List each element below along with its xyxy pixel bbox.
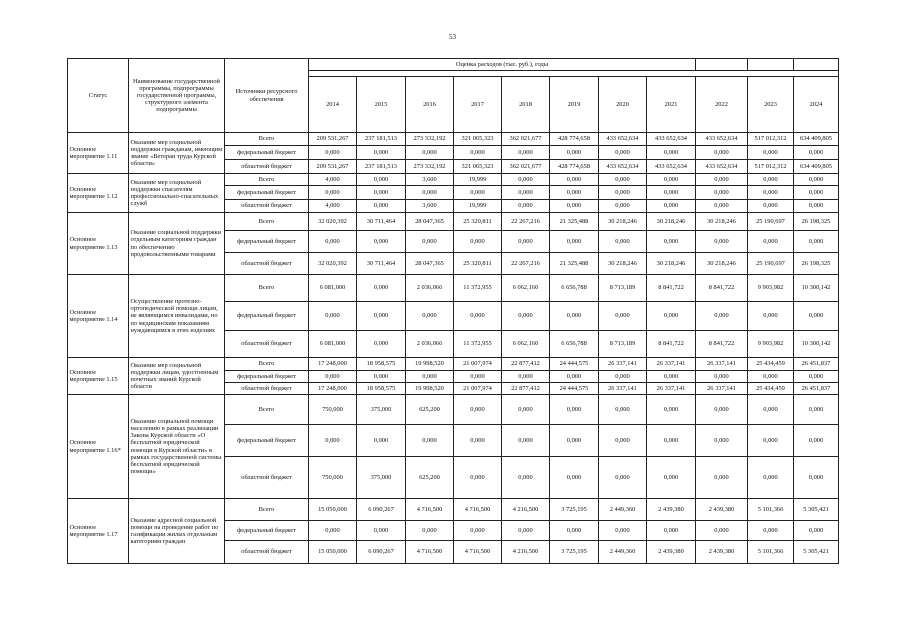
- value-cell: 0,000: [794, 200, 839, 213]
- value-cell: 0,000: [357, 200, 406, 213]
- value-cell: 237 181,513: [357, 133, 406, 146]
- value-cell: 19,999: [454, 174, 502, 186]
- page-number: 53: [449, 33, 456, 41]
- value-cell: 5 305,421: [794, 499, 839, 521]
- funding-source-cell: Всего: [225, 275, 309, 302]
- value-cell: 8 841,722: [696, 331, 748, 358]
- value-cell: 0,000: [550, 302, 599, 331]
- value-cell: 0,000: [748, 395, 794, 425]
- funding-source-cell: Всего: [225, 213, 309, 231]
- sources-header: Источники ресурсного обеспечения: [225, 59, 309, 133]
- activity-name-cell: Оказание адресной социальной помощи на проведение работ по газификации жилых отдельным категориям граждан: [129, 499, 225, 564]
- value-cell: 21 325,488: [550, 213, 599, 231]
- value-cell: 0,000: [502, 457, 550, 499]
- year-header: 2015: [357, 77, 406, 133]
- value-cell: 10 300,142: [794, 275, 839, 302]
- value-cell: 0,000: [696, 425, 748, 457]
- value-cell: 0,000: [502, 371, 550, 383]
- activity-name-cell: Оказание социальной поддержки отдельным категориям граждан по обеспечению продовольственными товарами: [129, 213, 225, 275]
- value-cell: 0,000: [454, 371, 502, 383]
- value-cell: 237 181,513: [357, 160, 406, 174]
- value-cell: 0,000: [406, 186, 454, 200]
- value-cell: 9 903,982: [748, 275, 794, 302]
- value-cell: 0,000: [647, 200, 696, 213]
- value-cell: 25 190,697: [748, 253, 794, 275]
- value-cell: 433 652,634: [647, 160, 696, 174]
- value-cell: 8 713,189: [599, 275, 647, 302]
- year-header: 2018: [502, 77, 550, 133]
- value-cell: 8 841,722: [696, 275, 748, 302]
- value-cell: 0,000: [599, 371, 647, 383]
- funding-source-cell: федеральный бюджет: [225, 371, 309, 383]
- value-cell: 0,000: [794, 521, 839, 541]
- table-row: [68, 213, 839, 231]
- value-cell: 22 877,412: [502, 383, 550, 395]
- value-cell: 2 036,066: [406, 275, 454, 302]
- value-cell: 362 021,677: [502, 133, 550, 146]
- value-cell: 19,999: [454, 200, 502, 213]
- value-cell: 6 090,267: [357, 499, 406, 521]
- value-cell: 0,000: [696, 146, 748, 160]
- value-cell: 30 218,246: [696, 213, 748, 231]
- value-cell: 0,000: [406, 521, 454, 541]
- value-cell: 21 007,974: [454, 358, 502, 371]
- value-cell: 0,000: [748, 457, 794, 499]
- value-cell: 28 047,365: [406, 213, 454, 231]
- value-cell: 0,000: [599, 395, 647, 425]
- year-header: 2019: [550, 77, 599, 133]
- value-cell: 0,000: [794, 425, 839, 457]
- value-cell: 0,000: [406, 302, 454, 331]
- status-header: Статус: [68, 59, 129, 133]
- value-cell: 4,000: [309, 200, 357, 213]
- value-cell: 0,000: [502, 302, 550, 331]
- value-cell: 273 332,192: [406, 133, 454, 146]
- value-cell: 2 036,066: [406, 331, 454, 358]
- value-cell: 0,000: [309, 521, 357, 541]
- value-cell: 30 218,246: [599, 213, 647, 231]
- value-cell: 25 190,697: [748, 213, 794, 231]
- activity-name-cell: Оказание мер социальной поддержки лицам, удостоенным почетных званий Курской области: [129, 358, 225, 395]
- value-cell: 0,000: [550, 457, 599, 499]
- value-cell: 5 101,366: [748, 541, 794, 564]
- funding-source-cell: федеральный бюджет: [225, 146, 309, 160]
- value-cell: 0,000: [696, 174, 748, 186]
- value-cell: 0,000: [406, 231, 454, 253]
- value-cell: 8 841,722: [647, 331, 696, 358]
- value-cell: 0,000: [696, 395, 748, 425]
- value-cell: 433 652,634: [599, 133, 647, 146]
- value-cell: 321 065,323: [454, 133, 502, 146]
- value-cell: 0,000: [309, 231, 357, 253]
- value-cell: 0,000: [502, 395, 550, 425]
- value-cell: 0,000: [794, 302, 839, 331]
- value-cell: 0,000: [454, 231, 502, 253]
- funding-source-cell: федеральный бюджет: [225, 231, 309, 253]
- value-cell: 0,000: [647, 174, 696, 186]
- value-cell: 0,000: [794, 146, 839, 160]
- value-cell: 0,000: [502, 521, 550, 541]
- value-cell: 0,000: [599, 521, 647, 541]
- year-header: 2016: [406, 77, 454, 133]
- table-row: [68, 358, 839, 371]
- value-cell: 15 050,000: [309, 541, 357, 564]
- status-cell: Основное мероприятие 1.12: [68, 174, 129, 213]
- value-cell: 0,000: [357, 231, 406, 253]
- value-cell: 6 656,788: [550, 275, 599, 302]
- funding-source-cell: федеральный бюджет: [225, 186, 309, 200]
- value-cell: 30 711,464: [357, 253, 406, 275]
- value-cell: 0,000: [647, 457, 696, 499]
- value-cell: 21 007,974: [454, 383, 502, 395]
- value-cell: 4 716,500: [406, 499, 454, 521]
- value-cell: 0,000: [406, 425, 454, 457]
- value-cell: 517 012,312: [748, 160, 794, 174]
- value-cell: 26 337,141: [647, 358, 696, 371]
- table-row: [68, 395, 839, 425]
- value-cell: 11 372,955: [454, 331, 502, 358]
- year-header: 2020: [599, 77, 647, 133]
- value-cell: 22 267,216: [502, 253, 550, 275]
- value-cell: 433 652,634: [599, 160, 647, 174]
- value-cell: 0,000: [748, 231, 794, 253]
- value-cell: 625,200: [406, 395, 454, 425]
- value-cell: 0,000: [309, 146, 357, 160]
- value-cell: 0,000: [550, 521, 599, 541]
- funding-source-cell: областной бюджет: [225, 457, 309, 499]
- value-cell: 3 725,195: [550, 499, 599, 521]
- value-cell: 2 439,380: [696, 541, 748, 564]
- funding-source-cell: Всего: [225, 395, 309, 425]
- value-cell: 0,000: [454, 457, 502, 499]
- value-cell: 0,000: [550, 425, 599, 457]
- value-cell: 0,000: [454, 186, 502, 200]
- table-row: [68, 174, 839, 186]
- year-header: 2024: [794, 77, 839, 133]
- value-cell: 634 409,805: [794, 133, 839, 146]
- value-cell: 0,000: [748, 200, 794, 213]
- value-cell: 19 998,520: [406, 383, 454, 395]
- status-cell: Основное мероприятие 1.17: [68, 499, 129, 564]
- value-cell: 30 711,464: [357, 213, 406, 231]
- value-cell: 0,000: [794, 186, 839, 200]
- value-cell: 25 320,811: [454, 253, 502, 275]
- value-cell: 0,000: [502, 231, 550, 253]
- value-cell: 30 218,246: [647, 213, 696, 231]
- funding-source-cell: федеральный бюджет: [225, 302, 309, 331]
- value-cell: 4 716,500: [406, 541, 454, 564]
- value-cell: 18 958,575: [357, 383, 406, 395]
- value-cell: 0,000: [357, 275, 406, 302]
- funding-source-cell: Всего: [225, 174, 309, 186]
- value-cell: 0,000: [696, 371, 748, 383]
- header-spacer: [748, 59, 794, 71]
- value-cell: 26 451,837: [794, 383, 839, 395]
- value-cell: 0,000: [357, 425, 406, 457]
- value-cell: 25 320,811: [454, 213, 502, 231]
- status-cell: Основное мероприятие 1.15: [68, 358, 129, 395]
- table-body: [68, 133, 839, 564]
- value-cell: 0,000: [550, 371, 599, 383]
- value-cell: 0,000: [502, 174, 550, 186]
- value-cell: 0,000: [357, 146, 406, 160]
- value-cell: 0,000: [696, 457, 748, 499]
- value-cell: 26 451,837: [794, 358, 839, 371]
- value-cell: 3,600: [406, 200, 454, 213]
- value-cell: 0,000: [599, 186, 647, 200]
- value-cell: 3,600: [406, 174, 454, 186]
- value-cell: 321 065,323: [454, 160, 502, 174]
- status-cell: Основное мероприятие 1.13: [68, 213, 129, 275]
- value-cell: 0,000: [309, 425, 357, 457]
- funding-source-cell: областной бюджет: [225, 160, 309, 174]
- value-cell: 26 337,141: [696, 358, 748, 371]
- status-cell: Основное мероприятие 1.16*: [68, 395, 129, 499]
- value-cell: 0,000: [696, 200, 748, 213]
- header-spacer: [696, 59, 748, 71]
- value-cell: 2 439,380: [696, 499, 748, 521]
- value-cell: 0,000: [748, 371, 794, 383]
- table-row: [68, 133, 839, 146]
- value-cell: 22 877,412: [502, 358, 550, 371]
- value-cell: 0,000: [748, 425, 794, 457]
- value-cell: 4,000: [309, 174, 357, 186]
- value-cell: 6 656,788: [550, 331, 599, 358]
- value-cell: 273 332,192: [406, 160, 454, 174]
- value-cell: 0,000: [550, 174, 599, 186]
- value-cell: 19 998,520: [406, 358, 454, 371]
- value-cell: 428 774,658: [550, 133, 599, 146]
- value-cell: 0,000: [748, 146, 794, 160]
- funding-source-cell: федеральный бюджет: [225, 425, 309, 457]
- value-cell: 0,000: [794, 371, 839, 383]
- value-cell: 428 774,658: [550, 160, 599, 174]
- value-cell: 30 218,246: [599, 253, 647, 275]
- value-cell: 8 713,189: [599, 331, 647, 358]
- funding-source-cell: Всего: [225, 499, 309, 521]
- value-cell: 0,000: [502, 200, 550, 213]
- value-cell: 4 216,500: [502, 541, 550, 564]
- funding-source-cell: областной бюджет: [225, 541, 309, 564]
- funding-source-cell: областной бюджет: [225, 331, 309, 358]
- value-cell: 0,000: [550, 146, 599, 160]
- value-cell: 0,000: [599, 200, 647, 213]
- value-cell: 0,000: [748, 521, 794, 541]
- value-cell: 30 218,246: [696, 253, 748, 275]
- value-cell: 0,000: [794, 174, 839, 186]
- status-cell: Основное мероприятие 1.11: [68, 133, 129, 174]
- value-cell: 8 841,722: [647, 275, 696, 302]
- value-cell: 375,000: [357, 395, 406, 425]
- value-cell: 32 020,392: [309, 213, 357, 231]
- value-cell: 15 050,000: [309, 499, 357, 521]
- value-cell: 209 531,267: [309, 133, 357, 146]
- value-cell: 0,000: [748, 186, 794, 200]
- estimate-header: Оценка расходов (тыс. руб.), годы: [309, 59, 696, 71]
- activity-name-cell: Оказание мер социальной поддержки гражданам, имеющим звание «Ветеран труда Курской области»: [129, 133, 225, 174]
- value-cell: 4 716,500: [454, 541, 502, 564]
- value-cell: 0,000: [696, 186, 748, 200]
- value-cell: 17 248,000: [309, 383, 357, 395]
- value-cell: 0,000: [647, 186, 696, 200]
- value-cell: 0,000: [309, 186, 357, 200]
- value-cell: 0,000: [550, 186, 599, 200]
- activity-name-cell: Оказание мер социальной поддержки спасателям профессионально-спасательных служб: [129, 174, 225, 213]
- value-cell: 0,000: [357, 174, 406, 186]
- value-cell: 18 958,575: [357, 358, 406, 371]
- funding-source-cell: Всего: [225, 133, 309, 146]
- value-cell: 0,000: [696, 521, 748, 541]
- value-cell: 30 218,246: [647, 253, 696, 275]
- value-cell: 28 047,365: [406, 253, 454, 275]
- year-header: 2022: [696, 77, 748, 133]
- value-cell: 0,000: [454, 146, 502, 160]
- activity-name-cell: Осуществление протезно-ортопедической помощи лицам, не являющимся инвалидами, но по медицинским показаниям нуждающимся в этих изделиях: [129, 275, 225, 358]
- funding-source-cell: Всего: [225, 358, 309, 371]
- value-cell: 6 081,000: [309, 331, 357, 358]
- funding-source-cell: федеральный бюджет: [225, 521, 309, 541]
- value-cell: 0,000: [647, 371, 696, 383]
- header-spacer: [794, 59, 839, 71]
- value-cell: 0,000: [599, 302, 647, 331]
- value-cell: 0,000: [647, 395, 696, 425]
- value-cell: 433 652,634: [647, 133, 696, 146]
- value-cell: 375,000: [357, 457, 406, 499]
- funding-source-cell: областной бюджет: [225, 383, 309, 395]
- value-cell: 9 903,982: [748, 331, 794, 358]
- value-cell: 25 434,459: [748, 383, 794, 395]
- value-cell: 0,000: [550, 395, 599, 425]
- value-cell: 25 434,459: [748, 358, 794, 371]
- value-cell: 362 021,677: [502, 160, 550, 174]
- value-cell: 32 020,392: [309, 253, 357, 275]
- value-cell: 2 449,360: [599, 499, 647, 521]
- table-row: [68, 499, 839, 521]
- value-cell: 21 325,488: [550, 253, 599, 275]
- value-cell: 0,000: [748, 174, 794, 186]
- value-cell: 433 652,634: [696, 160, 748, 174]
- value-cell: 26 337,141: [599, 383, 647, 395]
- value-cell: 0,000: [550, 200, 599, 213]
- value-cell: 0,000: [357, 521, 406, 541]
- value-cell: 634 409,805: [794, 160, 839, 174]
- value-cell: 0,000: [647, 146, 696, 160]
- value-cell: 17 248,000: [309, 358, 357, 371]
- value-cell: 24 444,575: [550, 358, 599, 371]
- value-cell: 6 081,000: [309, 275, 357, 302]
- table-row: [68, 275, 839, 302]
- value-cell: 2 449,360: [599, 541, 647, 564]
- value-cell: 26 198,325: [794, 213, 839, 231]
- value-cell: 26 337,141: [696, 383, 748, 395]
- year-header: 2023: [748, 77, 794, 133]
- value-cell: 625,200: [406, 457, 454, 499]
- value-cell: 6 062,160: [502, 275, 550, 302]
- value-cell: 0,000: [357, 302, 406, 331]
- value-cell: 10 300,142: [794, 331, 839, 358]
- value-cell: 0,000: [599, 174, 647, 186]
- value-cell: 2 439,380: [647, 499, 696, 521]
- value-cell: 0,000: [502, 146, 550, 160]
- value-cell: 750,000: [309, 395, 357, 425]
- value-cell: 0,000: [502, 425, 550, 457]
- name-header: Наименование государственной программы, подпрограммы государственной программы, структурного элемента подпрограммы: [129, 59, 225, 133]
- value-cell: 0,000: [696, 302, 748, 331]
- value-cell: 0,000: [647, 302, 696, 331]
- value-cell: 0,000: [454, 521, 502, 541]
- value-cell: 0,000: [454, 425, 502, 457]
- value-cell: 0,000: [599, 146, 647, 160]
- value-cell: 209 531,267: [309, 160, 357, 174]
- budget-table: [67, 58, 839, 564]
- value-cell: 0,000: [647, 231, 696, 253]
- activity-name-cell: Оказание социальной помощи населению в рамках реализации Закона Курской области «О бесплатной юридической помощи в Курской области» в рамках государственной системы бесплатной юридической помощи»: [129, 395, 225, 499]
- value-cell: 433 652,634: [696, 133, 748, 146]
- value-cell: 0,000: [406, 371, 454, 383]
- value-cell: 0,000: [309, 302, 357, 331]
- year-header: 2021: [647, 77, 696, 133]
- value-cell: 517 012,312: [748, 133, 794, 146]
- value-cell: 0,000: [794, 457, 839, 499]
- value-cell: 24 444,575: [550, 383, 599, 395]
- funding-source-cell: областной бюджет: [225, 200, 309, 213]
- value-cell: 26 337,141: [599, 358, 647, 371]
- value-cell: 0,000: [550, 231, 599, 253]
- value-cell: 3 725,195: [550, 541, 599, 564]
- value-cell: 0,000: [748, 302, 794, 331]
- value-cell: 5 305,421: [794, 541, 839, 564]
- value-cell: 0,000: [357, 331, 406, 358]
- value-cell: 0,000: [357, 186, 406, 200]
- value-cell: 6 062,160: [502, 331, 550, 358]
- funding-source-cell: областной бюджет: [225, 253, 309, 275]
- value-cell: 2 439,380: [647, 541, 696, 564]
- value-cell: 0,000: [599, 457, 647, 499]
- value-cell: 6 090,267: [357, 541, 406, 564]
- value-cell: 5 101,366: [748, 499, 794, 521]
- value-cell: 22 267,216: [502, 213, 550, 231]
- value-cell: 0,000: [502, 186, 550, 200]
- value-cell: 0,000: [794, 231, 839, 253]
- value-cell: 0,000: [696, 231, 748, 253]
- value-cell: 0,000: [406, 146, 454, 160]
- value-cell: 0,000: [454, 302, 502, 331]
- value-cell: 0,000: [647, 521, 696, 541]
- value-cell: 0,000: [794, 395, 839, 425]
- status-cell: Основное мероприятие 1.14: [68, 275, 129, 358]
- value-cell: 11 372,955: [454, 275, 502, 302]
- value-cell: 750,000: [309, 457, 357, 499]
- value-cell: 4 716,500: [454, 499, 502, 521]
- value-cell: 0,000: [454, 395, 502, 425]
- value-cell: 0,000: [599, 231, 647, 253]
- value-cell: 0,000: [647, 425, 696, 457]
- value-cell: 26 337,141: [647, 383, 696, 395]
- value-cell: 26 198,325: [794, 253, 839, 275]
- value-cell: 0,000: [599, 425, 647, 457]
- year-header: 2017: [454, 77, 502, 133]
- value-cell: 0,000: [357, 371, 406, 383]
- value-cell: 0,000: [309, 371, 357, 383]
- year-header: 2014: [309, 77, 357, 133]
- value-cell: 4 216,500: [502, 499, 550, 521]
